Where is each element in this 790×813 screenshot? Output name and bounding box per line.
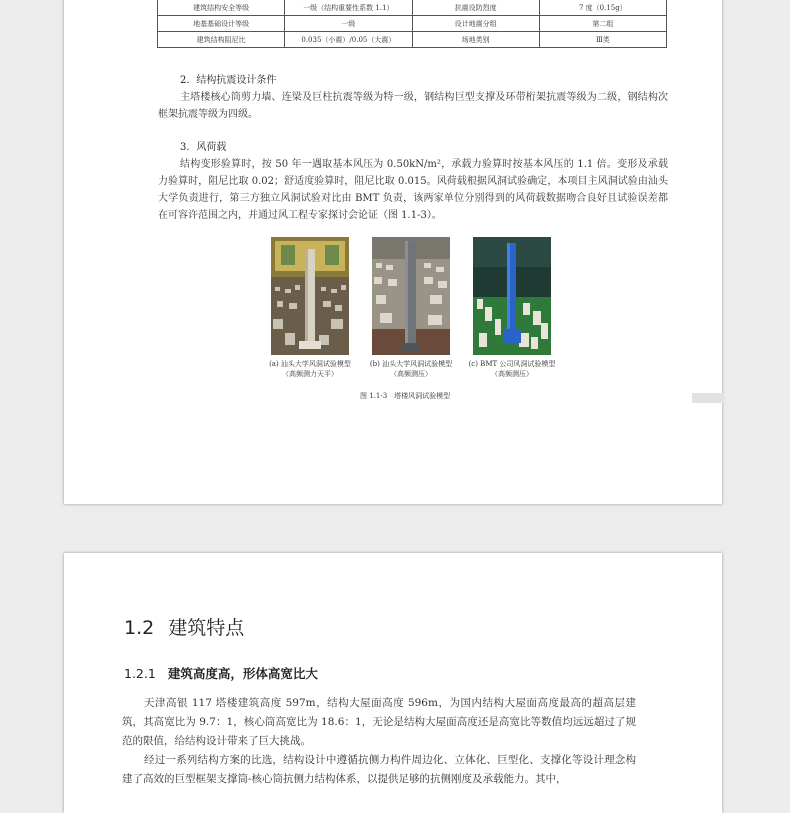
table-cell: 一级（结构重要性系数 1.1） xyxy=(285,0,412,16)
section-title: 3．风荷载 xyxy=(180,142,227,153)
table-row xyxy=(158,32,667,48)
wind-tunnel-photo-a xyxy=(271,237,349,355)
paragraph: 结构变形验算时，按 50 年一遇取基本风压为 0.50kN/m²，承载力验算时按基本风压的 1.1 倍。变形及承载力验算时，阻尼比取 0.02；舒适度验算时，阻尼比取 0.015。风荷载根据风洞试验确定，本项目主风洞试验由汕头大学负责进行，第三方独立风洞试验对比由 BMT 负责，该两家单位分别得到的风荷载数据吻合良好且试验误差都在可容许范围之内，并通过风工程专家探讨会论证（图 1.1-3）。 xyxy=(158,159,668,221)
subsection-number: 1.2.1 xyxy=(124,666,156,681)
figure-caption: 图 1.1-3 塔楼风洞试验模型 xyxy=(360,392,451,400)
document-page-1 xyxy=(64,0,722,504)
table-cell: 场地类别 xyxy=(412,32,539,48)
table-cell: 一级 xyxy=(285,16,412,32)
figure-subcaption-b xyxy=(356,359,466,379)
subcaption-line: （高频测压） xyxy=(491,370,533,378)
wind-tunnel-photo-c xyxy=(473,237,551,355)
document-page-2 xyxy=(64,553,722,813)
figure-subcaption-c xyxy=(457,359,567,379)
subcaption-line: (c) BMT 公司风洞试验模型 xyxy=(468,360,556,368)
table-cell: 0.035（小震）/0.05（大震） xyxy=(285,32,412,48)
table-row xyxy=(158,16,667,32)
table-cell: 抗震设防烈度 xyxy=(412,0,539,16)
section-title: 2．结构抗震设计条件 xyxy=(180,75,277,86)
subcaption-line: (b) 汕头大学风洞试验模型 xyxy=(369,360,453,368)
subcaption-line: (a) 汕头大学风洞试验模型 xyxy=(269,360,351,368)
subsection-heading xyxy=(124,664,318,682)
table-cell: 地基基础设计等级 xyxy=(158,16,285,32)
paragraph: 主塔楼核心筒剪力墙、连梁及巨柱抗震等级为特一级，钢结构巨型支撑及环带桁架抗震等级为二级，钢结构次框架抗震等级为四级。 xyxy=(158,92,668,120)
table-cell: 建筑结构安全等级 xyxy=(158,0,285,16)
table-cell: 第二组 xyxy=(539,16,666,32)
section-heading-text: 建筑特点 xyxy=(168,617,245,639)
figure-subcaption-a xyxy=(255,359,365,379)
table-cell: 建筑结构阻尼比 xyxy=(158,32,285,48)
paragraph: 天津高银 117 塔楼建筑高度 597m，结构大屋面高度 596m，为国内结构大屋面高度最高的超高层建筑，其高宽比为 9.7：1，核心筒高宽比为 18.6：1，无论是结构大屋面高度还是高宽比等数值均远远超过了规范的限值，给结构设计带来了巨大挑战。 xyxy=(122,697,636,747)
subcaption-line: （高频测力天平） xyxy=(282,370,338,378)
table-cell: 7 度（0.15g） xyxy=(539,0,666,16)
wind-tunnel-photo-b xyxy=(372,237,450,355)
paragraph: 经过一系列结构方案的比选，结构设计中遵循抗侧力构件周边化、立体化、巨型化、支撑化等设计理念构建了高效的巨型框架支撑筒-核心筒抗侧力结构体系，以提供足够的抗侧刚度及承载能力。其中， xyxy=(122,754,636,785)
design-parameters-table xyxy=(157,0,667,48)
section-number: 1.2 xyxy=(124,617,155,639)
table-cell: Ⅲ类 xyxy=(539,32,666,48)
scroll-indicator xyxy=(692,393,724,403)
section-heading xyxy=(124,613,244,640)
table-cell: 设计地震分组 xyxy=(412,16,539,32)
table-row xyxy=(158,0,667,16)
subsection-heading-text: 建筑高度高，形体高宽比大 xyxy=(167,666,318,681)
subcaption-line: （高频测压） xyxy=(390,370,432,378)
